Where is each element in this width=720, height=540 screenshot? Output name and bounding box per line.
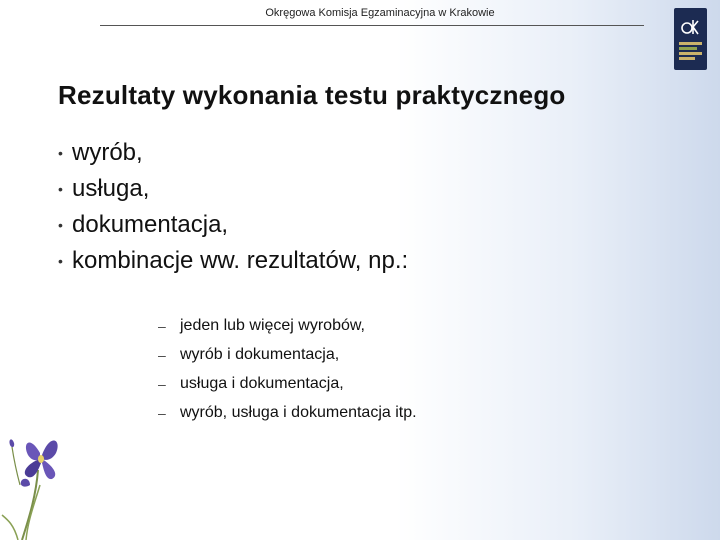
subbullet-text: wyrób i dokumentacja, xyxy=(180,346,340,363)
subbullet-item xyxy=(158,313,365,339)
header-text: Okręgowa Komisja Egzaminacyjna w Krakowie xyxy=(265,7,495,19)
bullet-item xyxy=(58,171,149,207)
bullet-dot-icon: • xyxy=(58,181,63,197)
dash-icon: – xyxy=(158,318,166,334)
dash-icon: – xyxy=(158,376,166,392)
subbullet-text: jeden lub więcej wyrobów, xyxy=(180,317,365,334)
subbullet-text: usługa i dokumentacja, xyxy=(180,375,344,392)
dash-icon: – xyxy=(158,347,166,363)
iris-flower-icon xyxy=(0,425,80,540)
subbullet-item xyxy=(158,371,344,397)
dash-icon: – xyxy=(158,405,166,421)
bullet-text: kombinacje ww. rezultatów, np.: xyxy=(72,247,409,274)
bullet-text: dokumentacja, xyxy=(72,211,229,238)
bullet-item xyxy=(58,243,408,279)
oke-logo-icon xyxy=(674,8,707,70)
bullet-item xyxy=(58,135,143,171)
subbullet-text: wyrób, usługa i dokumentacja itp. xyxy=(180,404,417,421)
logo-mark-icon xyxy=(681,16,700,36)
bullet-dot-icon: • xyxy=(58,253,63,269)
bullet-text: wyrób, xyxy=(72,139,143,166)
bullet-dot-icon: • xyxy=(58,145,63,161)
slide-title: Rezultaty wykonania testu praktycznego xyxy=(58,80,566,110)
subbullet-item xyxy=(158,400,417,426)
bullet-item xyxy=(58,207,228,243)
header-rule xyxy=(100,25,644,26)
logo-bars xyxy=(679,42,702,62)
bullet-dot-icon: • xyxy=(58,217,63,233)
subbullet-item xyxy=(158,342,339,368)
bullet-text: usługa, xyxy=(72,175,150,202)
